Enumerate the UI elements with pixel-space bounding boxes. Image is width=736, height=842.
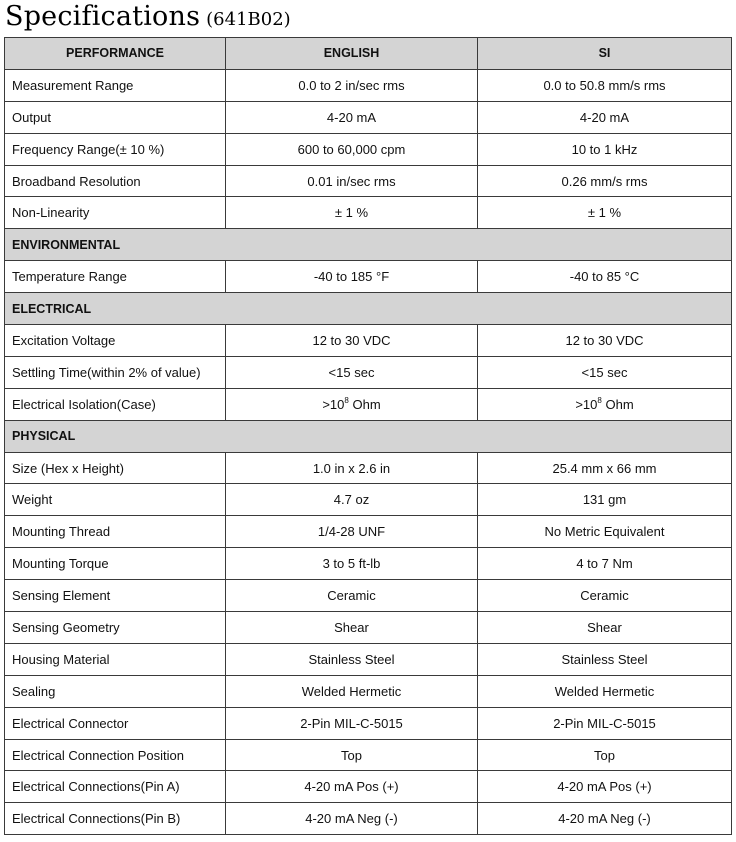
row-label: Excitation Voltage <box>5 325 226 357</box>
row-english-value: Ceramic <box>226 580 478 612</box>
row-english-value: 0.0 to 2 in/sec rms <box>226 69 478 101</box>
row-si-value: -40 to 85 °C <box>478 261 732 293</box>
table-row <box>5 707 732 739</box>
row-label: Electrical Isolation(Case) <box>5 388 226 420</box>
row-label: Sealing <box>5 675 226 707</box>
section-header-electrical <box>5 293 732 325</box>
row-si-value: Stainless Steel <box>478 643 732 675</box>
value-exponent: 8 <box>597 395 602 405</box>
row-english-value: 4-20 mA Pos (+) <box>226 771 478 803</box>
row-english-value: Welded Hermetic <box>226 675 478 707</box>
section-title: PHYSICAL <box>5 420 732 452</box>
title-text: Specifications <box>5 1 201 32</box>
table-row <box>5 739 732 771</box>
section-title: ENVIRONMENTAL <box>5 229 732 261</box>
row-si-value: 0.0 to 50.8 mm/s rms <box>478 69 732 101</box>
row-english-value: 600 to 60,000 cpm <box>226 133 478 165</box>
table-row <box>5 261 732 293</box>
row-english-value: <15 sec <box>226 356 478 388</box>
row-label: Electrical Connections(Pin B) <box>5 803 226 835</box>
row-label: Broadband Resolution <box>5 165 226 197</box>
table-row <box>5 197 732 229</box>
section-header-physical <box>5 420 732 452</box>
row-english-value: 4-20 mA <box>226 101 478 133</box>
table-header-row <box>5 38 732 70</box>
row-si-value: 12 to 30 VDC <box>478 325 732 357</box>
row-label: Weight <box>5 484 226 516</box>
row-si-value: 2-Pin MIL-C-5015 <box>478 707 732 739</box>
value-base: >10 <box>575 396 598 412</box>
value-base: >10 <box>322 396 345 412</box>
row-si-value: 0.26 mm/s rms <box>478 165 732 197</box>
row-si-value: 131 gm <box>478 484 732 516</box>
row-label: Size (Hex x Height) <box>5 452 226 484</box>
row-label: Electrical Connections(Pin A) <box>5 771 226 803</box>
row-si-value: Shear <box>478 612 732 644</box>
row-english-value: -40 to 185 °F <box>226 261 478 293</box>
row-si-value: ± 1 % <box>478 197 732 229</box>
row-si-value: 10 to 1 kHz <box>478 133 732 165</box>
table-row <box>5 133 732 165</box>
table-row <box>5 69 732 101</box>
specifications-table <box>4 37 732 835</box>
row-english-value: Shear <box>226 612 478 644</box>
row-label: Sensing Geometry <box>5 612 226 644</box>
row-si-value: 4-20 mA Neg (-) <box>478 803 732 835</box>
row-label: Settling Time(within 2% of value) <box>5 356 226 388</box>
row-si-value: 4-20 mA <box>478 101 732 133</box>
row-english-value <box>226 388 478 420</box>
table-row <box>5 580 732 612</box>
row-english-value: Top <box>226 739 478 771</box>
row-label: Mounting Torque <box>5 548 226 580</box>
row-label: Electrical Connection Position <box>5 739 226 771</box>
row-english-value: 3 to 5 ft-lb <box>226 548 478 580</box>
header-si: SI <box>478 38 732 70</box>
row-english-value: 4.7 oz <box>226 484 478 516</box>
table-row <box>5 165 732 197</box>
row-label: Mounting Thread <box>5 516 226 548</box>
row-si-value <box>478 388 732 420</box>
table-row <box>5 484 732 516</box>
row-si-value: Welded Hermetic <box>478 675 732 707</box>
row-english-value: 4-20 mA Neg (-) <box>226 803 478 835</box>
row-label: Non-Linearity <box>5 197 226 229</box>
row-label: Temperature Range <box>5 261 226 293</box>
row-english-value: 2-Pin MIL-C-5015 <box>226 707 478 739</box>
value-unit: Ohm <box>601 396 634 412</box>
model-number: (641B02) <box>206 9 291 30</box>
row-english-value: ± 1 % <box>226 197 478 229</box>
row-si-value: 25.4 mm x 66 mm <box>478 452 732 484</box>
section-title: ELECTRICAL <box>5 293 732 325</box>
row-english-value: 12 to 30 VDC <box>226 325 478 357</box>
page-title <box>5 1 291 35</box>
row-label: Output <box>5 101 226 133</box>
header-english: ENGLISH <box>226 38 478 70</box>
table-row <box>5 452 732 484</box>
table-row <box>5 325 732 357</box>
row-si-value: No Metric Equivalent <box>478 516 732 548</box>
table-row <box>5 388 732 420</box>
table-row <box>5 356 732 388</box>
row-si-value: <15 sec <box>478 356 732 388</box>
row-label: Measurement Range <box>5 69 226 101</box>
row-si-value: Top <box>478 739 732 771</box>
row-label: Housing Material <box>5 643 226 675</box>
row-label: Sensing Element <box>5 580 226 612</box>
table-row <box>5 101 732 133</box>
table-row <box>5 516 732 548</box>
table-row <box>5 643 732 675</box>
row-si-value: 4-20 mA Pos (+) <box>478 771 732 803</box>
row-english-value: 0.01 in/sec rms <box>226 165 478 197</box>
value-exponent: 8 <box>344 395 349 405</box>
row-label: Frequency Range(± 10 %) <box>5 133 226 165</box>
table-row <box>5 675 732 707</box>
table-row <box>5 548 732 580</box>
section-header-environmental <box>5 229 732 261</box>
table-row <box>5 771 732 803</box>
row-english-value: Stainless Steel <box>226 643 478 675</box>
row-label: Electrical Connector <box>5 707 226 739</box>
header-performance: PERFORMANCE <box>5 38 226 70</box>
row-si-value: 4 to 7 Nm <box>478 548 732 580</box>
row-english-value: 1.0 in x 2.6 in <box>226 452 478 484</box>
table-row <box>5 803 732 835</box>
row-english-value: 1/4-28 UNF <box>226 516 478 548</box>
table-row <box>5 612 732 644</box>
row-si-value: Ceramic <box>478 580 732 612</box>
value-unit: Ohm <box>348 396 381 412</box>
